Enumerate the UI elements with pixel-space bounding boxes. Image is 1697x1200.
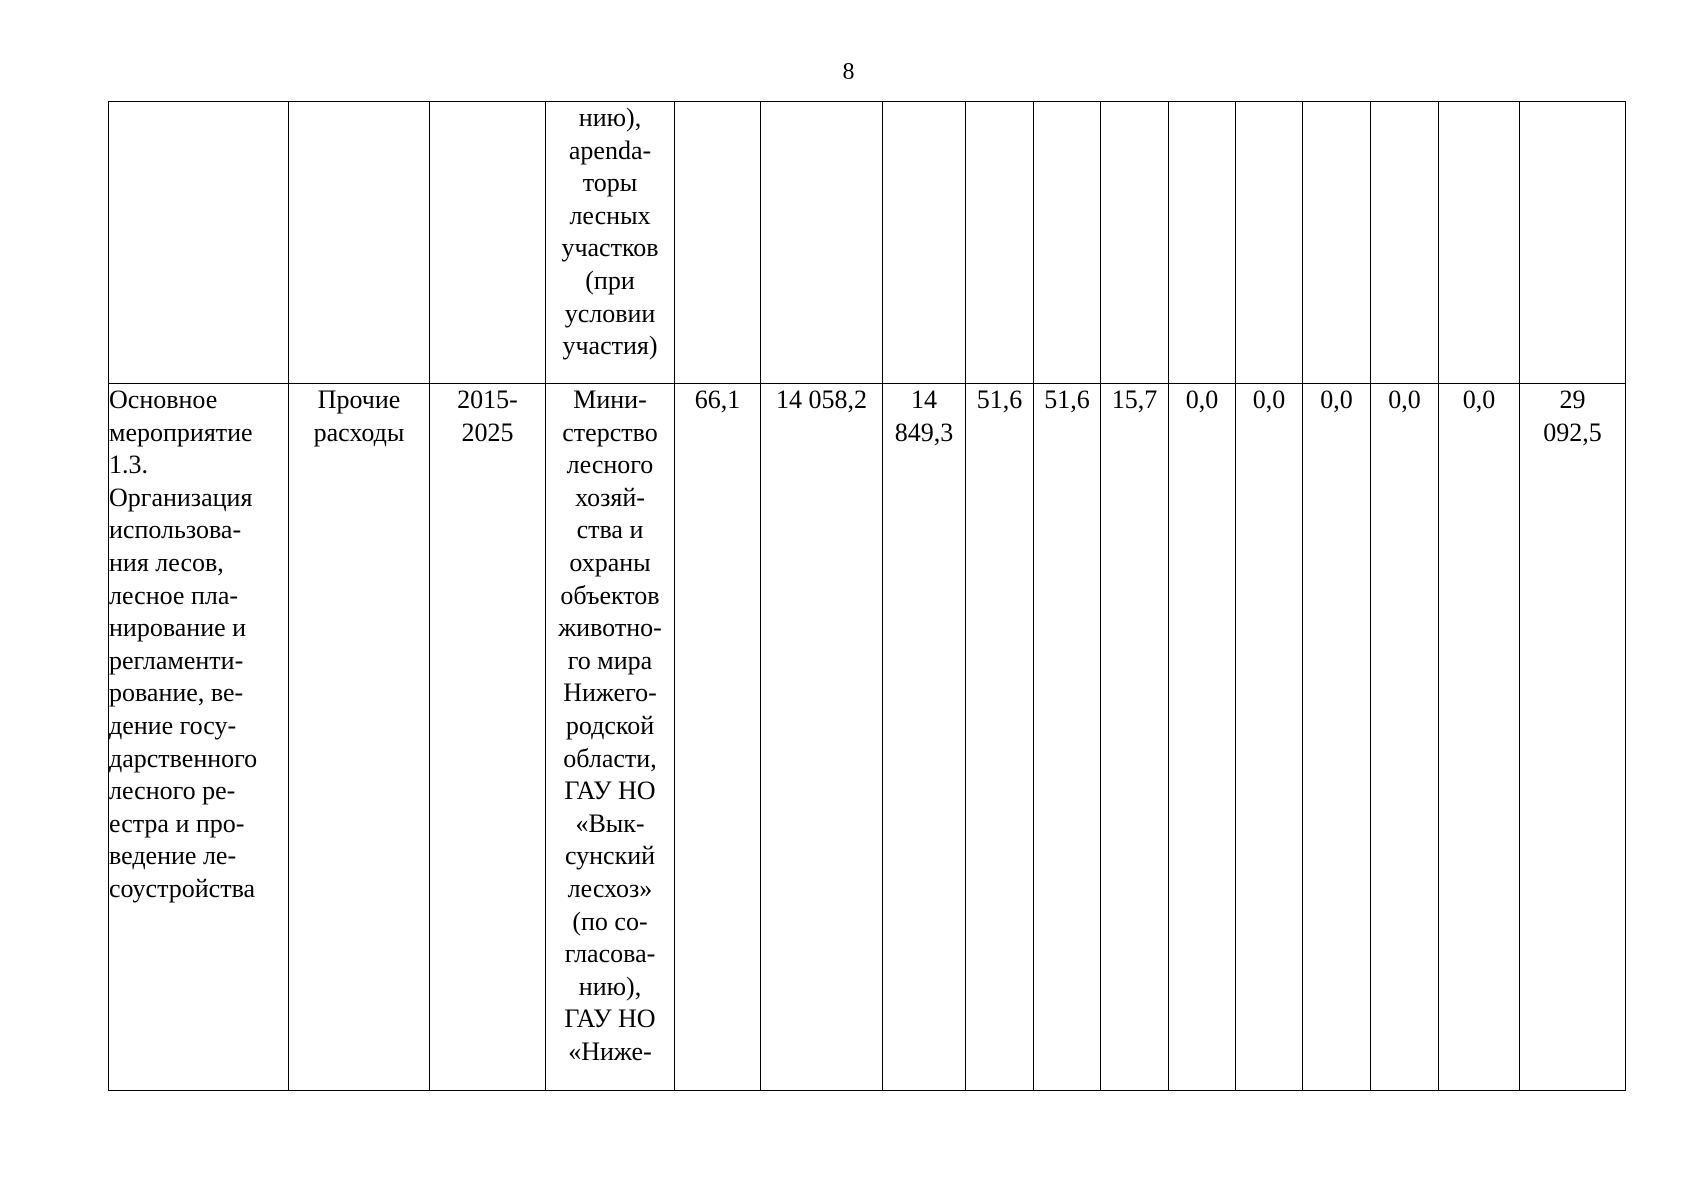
cell-value-empty [1371, 102, 1439, 384]
cell-value [1034, 384, 1101, 1091]
cell-value [1520, 384, 1626, 1091]
cell-value-empty [966, 102, 1034, 384]
executor-line: охраны [569, 547, 651, 577]
activity-name-line: соустройства [109, 873, 256, 903]
activity-name-line: 1.3. [109, 450, 148, 480]
cell-activity-name-empty [109, 102, 289, 384]
activity-name-line: дение госу- [109, 710, 237, 740]
value-text: 51,6 [976, 385, 1023, 414]
activity-name-line: Основное [109, 385, 218, 414]
executor-line: родской [565, 710, 655, 740]
value-text: 849,3 [894, 417, 954, 447]
cell-expense-type-empty [289, 102, 430, 384]
cell-value [1101, 384, 1169, 1091]
executor-line: лесхоз» [567, 873, 653, 903]
executor-line: гласова- [564, 939, 656, 969]
program-activities-table [108, 101, 1626, 1091]
value-text: 51,6 [1044, 385, 1090, 414]
activity-name-line: естра и про- [109, 808, 245, 838]
value-text: 0,0 [1252, 385, 1286, 414]
activity-name-line: нирование и [109, 613, 247, 643]
cell-value [1439, 384, 1520, 1091]
cell-period-empty [430, 102, 546, 384]
cell-value [883, 384, 966, 1091]
executor-line: условии [564, 298, 656, 328]
cell-value-empty [883, 102, 966, 384]
executor-line: ГАУ НО [564, 1004, 656, 1034]
executor-line: (при [585, 265, 635, 295]
executor-line: объектов [560, 580, 660, 610]
executor-line: участия) [562, 331, 658, 361]
activity-name-line: рование, ве- [109, 678, 244, 708]
executor-line: сунский [564, 841, 656, 871]
executor-line: го мира [567, 645, 653, 675]
value-text: 092,5 [1543, 417, 1602, 447]
executor-line: торы [582, 168, 638, 198]
page-number: 8 [842, 59, 855, 85]
cell-activity-name [109, 384, 289, 1091]
cell-executor [546, 384, 675, 1091]
cell-expense-type [289, 384, 430, 1091]
cell-value-empty [1520, 102, 1626, 384]
value-text: 66,1 [694, 385, 741, 414]
cell-value-empty [1101, 102, 1169, 384]
period-line: 2025 [461, 417, 514, 447]
cell-value-empty [1439, 102, 1520, 384]
value-text: 0,0 [1462, 385, 1496, 414]
activity-name-line: мероприятие [109, 417, 253, 447]
activity-name-line: регламенти- [109, 645, 244, 675]
executor-line: «Ниже- [568, 1036, 652, 1066]
activity-name-line: дарственного [109, 743, 258, 773]
activity-name-line: ведение ле- [109, 841, 237, 871]
value-text: 14 [911, 385, 937, 414]
expense-type-line: расходы [313, 417, 405, 447]
table-row-continuation [109, 102, 1626, 384]
executor-line: лесных [569, 200, 651, 230]
cell-period [430, 384, 546, 1091]
executor-line: участков [561, 233, 659, 263]
executor-line: нию), [578, 971, 642, 1001]
value-text: 0,0 [1388, 385, 1421, 414]
cell-value [1169, 384, 1236, 1091]
executor-line: области, [563, 743, 657, 773]
cell-value-empty [1169, 102, 1236, 384]
executor-line: арenda- [568, 135, 652, 165]
value-text: 0,0 [1185, 385, 1219, 414]
executor-line: нию), [578, 103, 642, 132]
executor-line: Нижего- [563, 678, 657, 708]
activity-name-line: Организация [109, 482, 253, 512]
value-text: 15,7 [1111, 385, 1158, 414]
cell-value-empty [1303, 102, 1371, 384]
cell-value [761, 384, 883, 1091]
executor-line: ГАУ НО [564, 776, 656, 806]
value-text: 0,0 [1320, 385, 1353, 414]
executor-line: стерство [562, 417, 658, 447]
executor-line: (по со- [572, 906, 648, 936]
activity-name-line: лесное пла- [109, 580, 239, 610]
cell-value [1236, 384, 1303, 1091]
executor-line: хозяй- [575, 482, 645, 512]
activity-name-line: лесного ре- [109, 776, 236, 806]
cell-executor-continuation [546, 102, 675, 384]
period-line: 2015- [457, 385, 518, 414]
cell-value-empty [761, 102, 883, 384]
value-text: 29 [1559, 385, 1586, 414]
cell-value-empty [675, 102, 761, 384]
executor-line: ства и [576, 515, 644, 545]
cell-value [966, 384, 1034, 1091]
executor-line: Мини- [573, 385, 647, 414]
cell-value-empty [1236, 102, 1303, 384]
executor-line: «Вык- [575, 808, 645, 838]
activity-name-line: использова- [109, 515, 242, 545]
executor-line: лесного [566, 450, 654, 480]
cell-value-empty [1034, 102, 1101, 384]
value-text: 14 058,2 [776, 385, 867, 414]
cell-value [1303, 384, 1371, 1091]
cell-value [675, 384, 761, 1091]
cell-value [1371, 384, 1439, 1091]
expense-type-line: Прочие [317, 385, 401, 414]
activity-name-line: ния лесов, [109, 547, 224, 577]
executor-line: животно- [558, 613, 662, 643]
table-row-activity-1-3 [109, 384, 1626, 1091]
